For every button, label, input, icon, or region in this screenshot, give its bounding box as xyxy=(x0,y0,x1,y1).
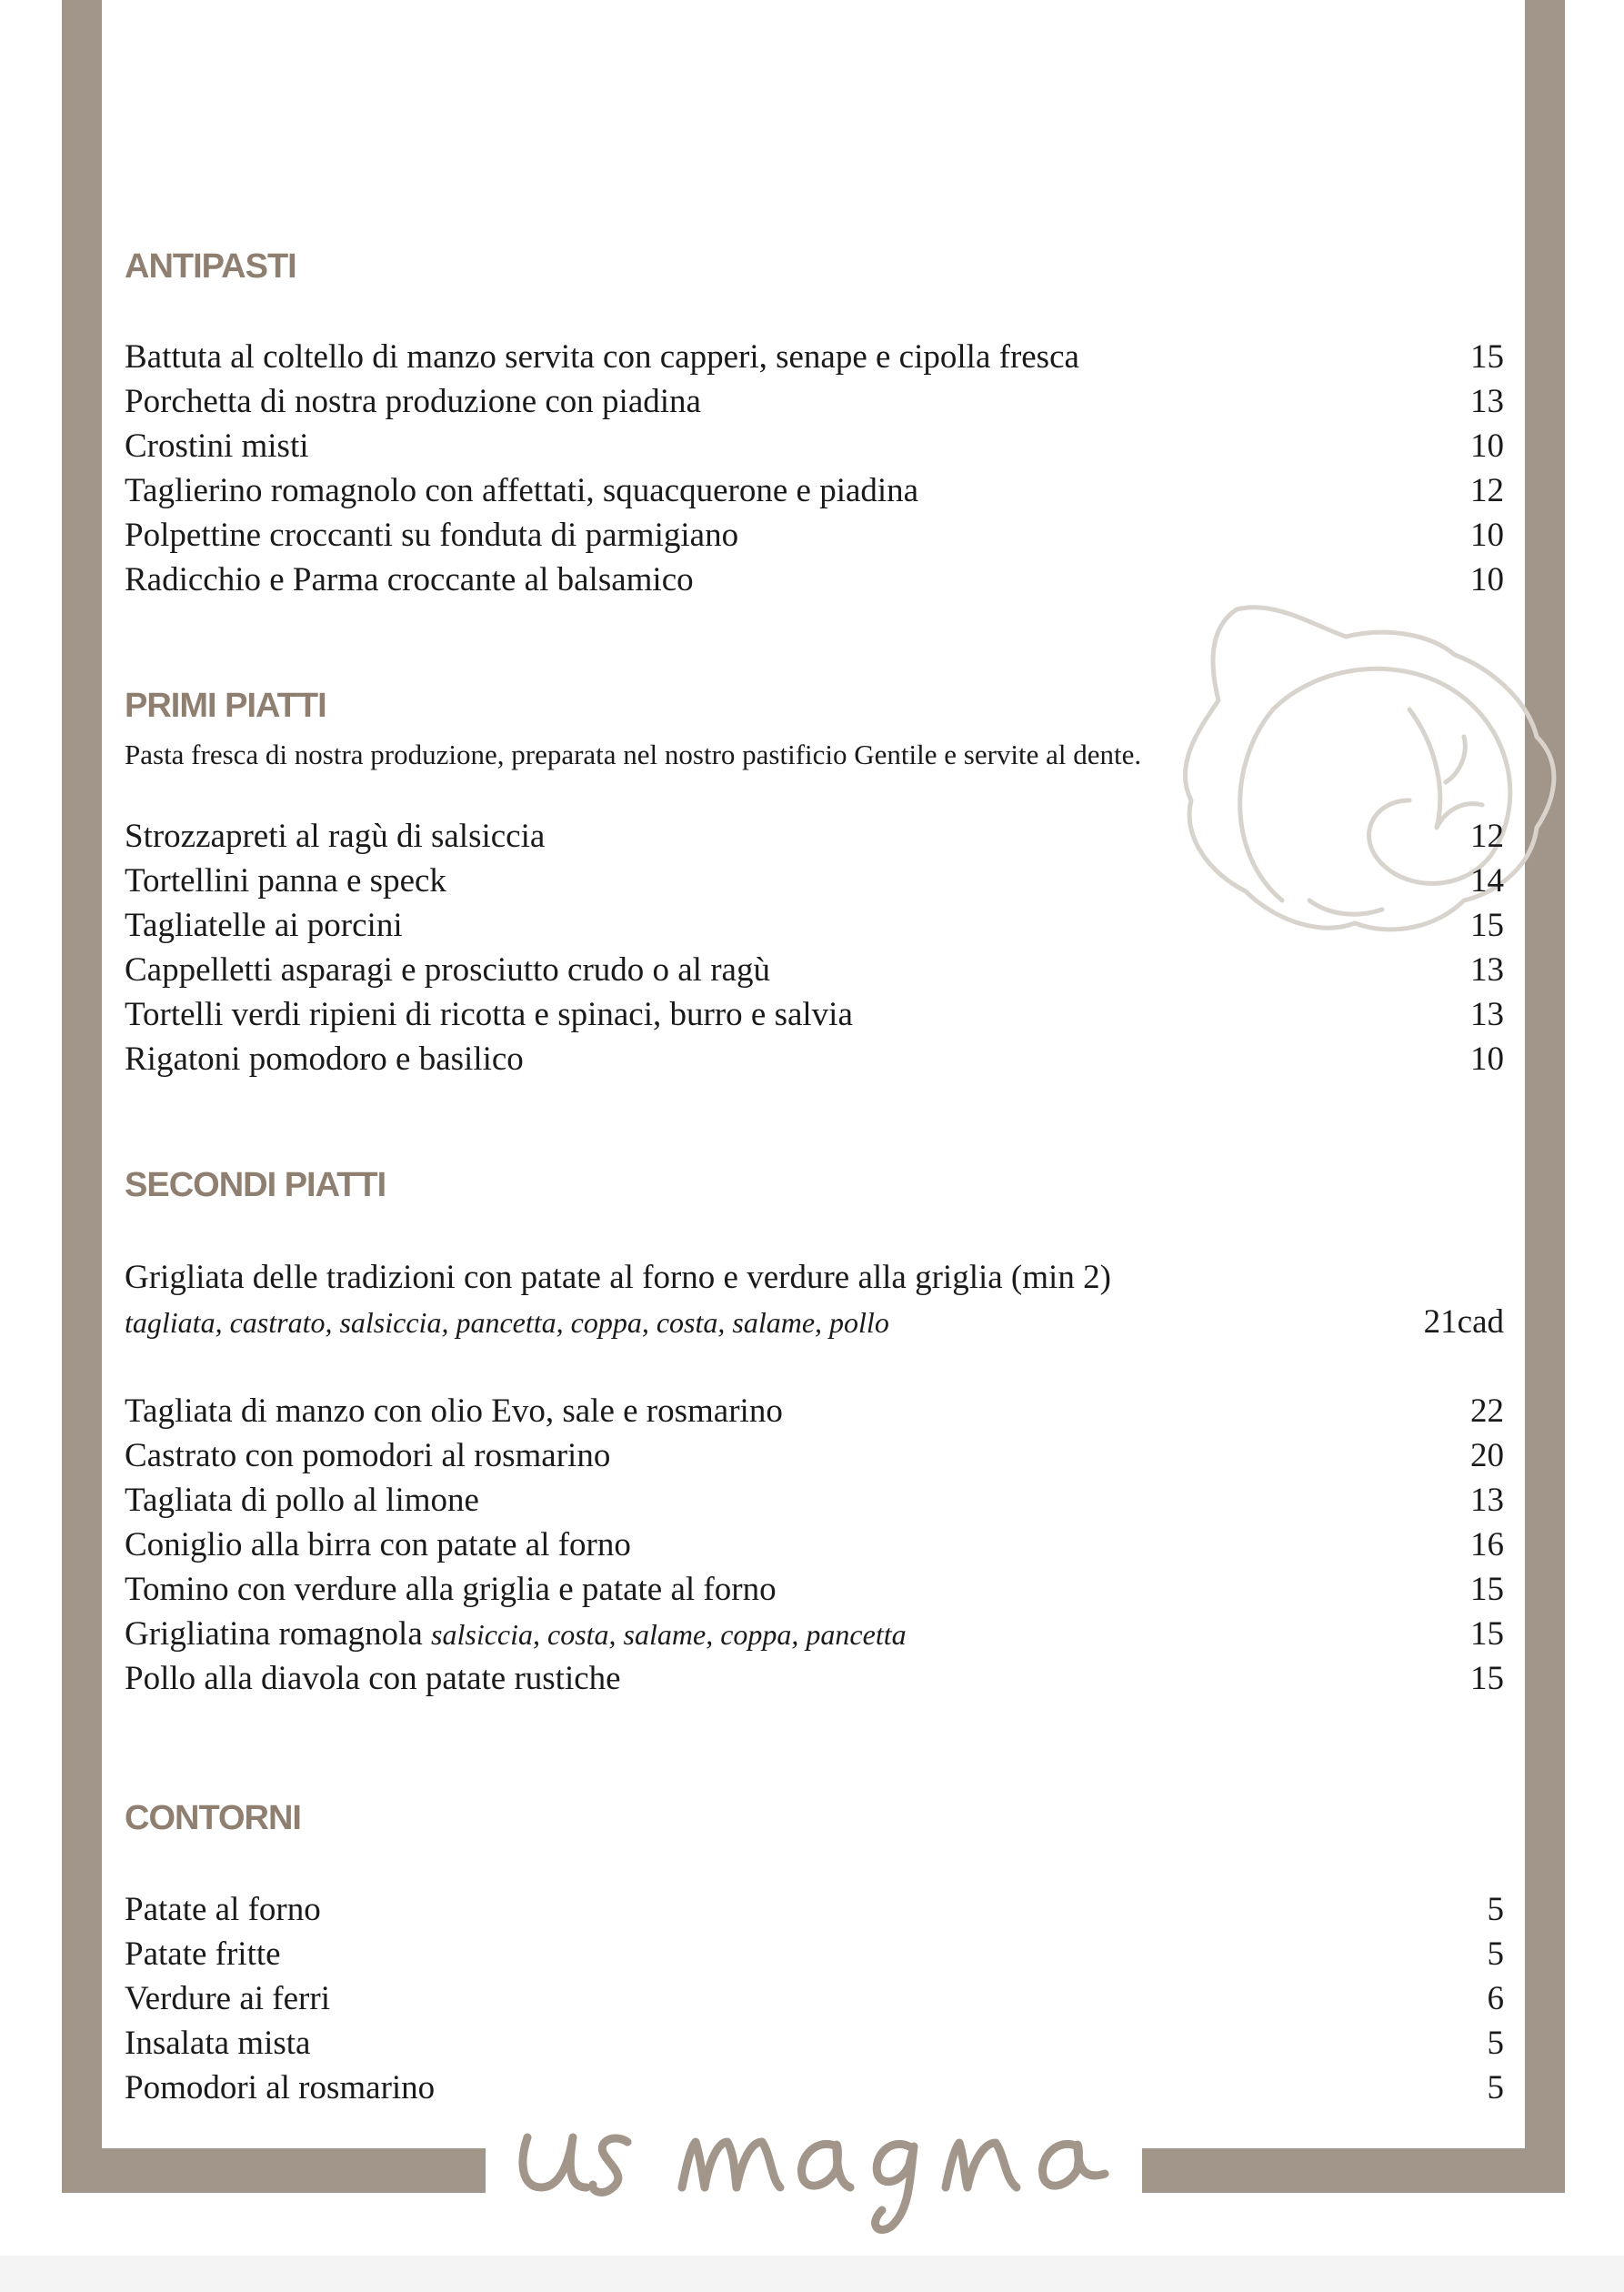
item-price: 12 xyxy=(1470,818,1504,855)
frame-right-border xyxy=(1525,0,1565,2193)
item-price: 5 xyxy=(1487,2069,1504,2106)
contorni-list xyxy=(125,1887,1504,2110)
item-name: Rigatoni pomodoro e basilico xyxy=(125,1040,524,1078)
item-price: 22 xyxy=(1470,1392,1504,1430)
item-price: 5 xyxy=(1487,2025,1504,2062)
menu-item xyxy=(125,859,1504,903)
item-price: 15 xyxy=(1470,907,1504,944)
item-name: Tagliata di pollo al limone xyxy=(125,1482,479,1519)
menu-item xyxy=(125,814,1504,859)
item-price: 13 xyxy=(1470,1482,1504,1519)
item-name: Coniglio alla birra con patate al forno xyxy=(125,1526,631,1563)
item-price: 15 xyxy=(1470,1615,1504,1653)
item-name: Patate al forno xyxy=(125,1891,321,1928)
item-price: 10 xyxy=(1470,561,1504,598)
item-name: Strozzapreti al ragù di salsiccia xyxy=(125,818,546,855)
item-price: 10 xyxy=(1470,1040,1504,1078)
item-name: Polpettine croccanti su fonduta di parmigiano xyxy=(125,517,739,554)
item-price: 20 xyxy=(1470,1437,1504,1474)
item-price: 15 xyxy=(1470,1660,1504,1697)
menu-item xyxy=(125,948,1504,992)
us-magna-logo xyxy=(509,2101,1118,2237)
menu-item xyxy=(125,1656,1504,1701)
menu-item xyxy=(125,1523,1504,1567)
secondi-list xyxy=(125,1389,1504,1701)
frame-left-border xyxy=(62,0,102,2193)
item-name: Insalata mista xyxy=(125,2025,311,2062)
menu-item xyxy=(125,1932,1504,1976)
item-price: 15 xyxy=(1470,338,1504,376)
menu-item xyxy=(125,1037,1504,1081)
item-price: 14 xyxy=(1470,862,1504,900)
item-name: Grigliatina romagnola xyxy=(125,1615,423,1653)
menu-item xyxy=(125,1478,1504,1523)
menu-item xyxy=(125,1612,1504,1656)
menu-item xyxy=(125,468,1504,513)
menu-item xyxy=(125,992,1504,1037)
frame-bottom-right-border xyxy=(1142,2148,1565,2193)
item-name: Crostini misti xyxy=(125,427,309,465)
menu-item xyxy=(125,424,1504,468)
item-name: Castrato con pomodori al rosmarino xyxy=(125,1437,611,1474)
item-name: Tomino con verdure alla griglia e patate al forno xyxy=(125,1571,777,1608)
item-price: 5 xyxy=(1487,1935,1504,1973)
antipasti-title: ANTIPASTI xyxy=(125,247,296,286)
menu-item xyxy=(125,513,1504,558)
item-price: 13 xyxy=(1470,951,1504,989)
item-detail: salsiccia, costa, salame, coppa, pancetta xyxy=(431,1618,907,1651)
item-detail: tagliata, castrato, salsiccia, pancetta, coppa, costa, salame, pollo xyxy=(125,1306,889,1339)
item-price: 15 xyxy=(1470,1571,1504,1608)
frame-bottom-left-border xyxy=(62,2148,486,2193)
menu-item xyxy=(125,1433,1504,1478)
item-name: Tortelli verdi ripieni di ricotta e spinaci, burro e salvia xyxy=(125,996,853,1033)
menu-item xyxy=(125,379,1504,424)
menu-item xyxy=(125,1567,1504,1612)
menu-item xyxy=(125,1389,1504,1433)
contorni-title: CONTORNI xyxy=(125,1799,301,1837)
item-name: Pomodori al rosmarino xyxy=(125,2069,436,2106)
primi-list xyxy=(125,814,1504,1081)
item-name: Battuta al coltello di manzo servita con capperi, senape e cipolla fresca xyxy=(125,338,1079,376)
item-price: 21cad xyxy=(1423,1303,1504,1341)
item-price: 12 xyxy=(1470,472,1504,509)
menu-item xyxy=(125,1976,1504,2021)
item-name: Cappelletti asparagi e prosciutto crudo o al ragù xyxy=(125,951,770,989)
item-price: 5 xyxy=(1487,1891,1504,1928)
primi-note: Pasta fresca di nostra produzione, preparata nel nostro pastificio Gentile e servite al dente. xyxy=(125,739,1142,770)
item-name: Tagliata di manzo con olio Evo, sale e rosmarino xyxy=(125,1392,783,1430)
item-name: Porchetta di nostra produzione con piadina xyxy=(125,383,701,420)
item-name: Radicchio e Parma croccante al balsamico xyxy=(125,561,694,598)
menu-item xyxy=(125,558,1504,602)
secondi-grigliata xyxy=(125,1255,1504,1344)
item-price: 13 xyxy=(1470,996,1504,1033)
menu-item-detail xyxy=(125,1300,1504,1344)
item-price: 13 xyxy=(1470,383,1504,420)
item-name: Patate fritte xyxy=(125,1935,281,1973)
menu-item xyxy=(125,1255,1504,1300)
item-price: 6 xyxy=(1487,1980,1504,2017)
item-name: Tagliatelle ai porcini xyxy=(125,907,403,944)
item-name: Taglierino romagnolo con affettati, squacquerone e piadina xyxy=(125,472,919,509)
item-name: Pollo alla diavola con patate rustiche xyxy=(125,1660,621,1697)
item-price: 10 xyxy=(1470,517,1504,554)
secondi-title: SECONDI PIATTI xyxy=(125,1166,386,1204)
item-name: Verdure ai ferri xyxy=(125,1980,330,2017)
primi-title: PRIMI PIATTI xyxy=(125,687,326,725)
item-price: 16 xyxy=(1470,1526,1504,1563)
menu-item xyxy=(125,903,1504,948)
menu-item xyxy=(125,1887,1504,1932)
item-name: Tortellini panna e speck xyxy=(125,862,446,900)
item-price: 10 xyxy=(1470,427,1504,465)
item-name: Grigliata delle tradizioni con patate al forno e verdure alla griglia (min 2) xyxy=(125,1259,1111,1296)
menu-item xyxy=(125,335,1504,379)
antipasti-list xyxy=(125,335,1504,602)
menu-item xyxy=(125,2021,1504,2066)
